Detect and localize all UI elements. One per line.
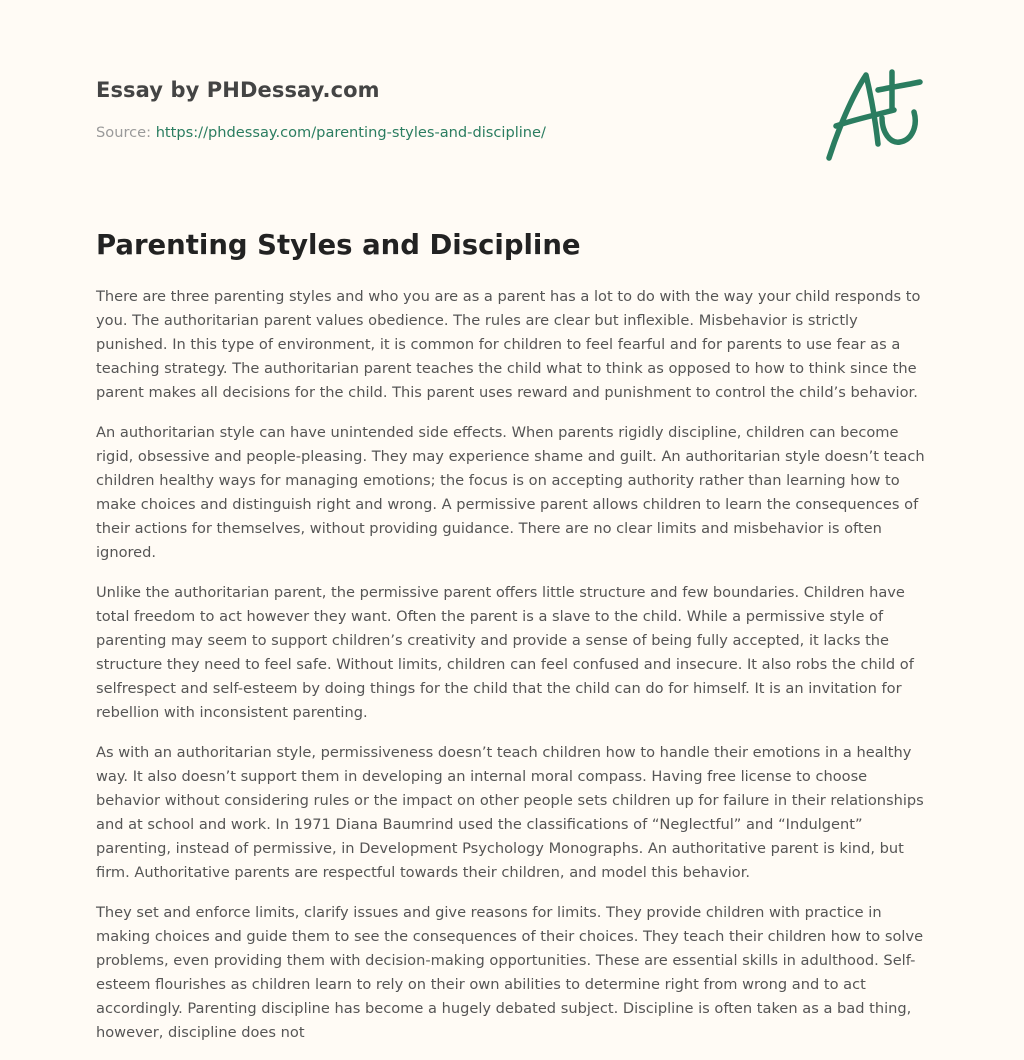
essay-header (96, 72, 928, 144)
essay-article (96, 222, 930, 1045)
site-brand: Essay by PHDessay.com (96, 78, 380, 102)
source-link[interactable]: https://phdessay.com/parenting-styles-and-discipline/ (155, 124, 546, 141)
essay-paragraph: There are three parenting styles and who you are as a parent has a lot to do with the way your child responds to you. The authoritarian parent values obedience. The rules are clear but inflexible. Misbehavior is strictly punished. In this type of environment, it is common for children to feel fearful and for parents to use fear as a teaching strategy. The authoritarian parent teaches the child what to think as opposed to how to think since the parent makes all decisions for the child. This parent uses reward and punishment to control the child’s behavior. (96, 288, 921, 401)
essay-paragraph: Unlike the authoritarian parent, the permissive parent offers little structure and few boundaries. Children have total freedom to act however they want. Often the parent is a slave to the child. While a permissive style of parenting may seem to support children’s creativity and provide a sense of being fully accepted, it lacks the structure they need to feel safe. Without limits, children can feel confused and insecure. It also robs the child of selfrespect and self-esteem by doing things for the child that the child can do for himself. It is an invitation for rebellion with inconsistent parenting. (96, 584, 914, 721)
source-line (96, 122, 928, 144)
essay-paragraph: As with an authoritarian style, permissiveness doesn’t teach children how to handle their emotions in a healthy way. It also doesn’t support them in developing an internal moral compass. Having free license to choose behavior without considering rules or the impact on other people sets children up for failure in their relationships and at school and work. In 1971 Diana Baumrind used the classifications of “Neglectful” and “Indulgent” parenting, instead of permissive, in Development Psychology Monographs. An authoritative parent is kind, but firm. Authoritative parents are respectful towards their children, and model this behavior. (96, 744, 924, 881)
essay-title: Parenting Styles and Discipline (96, 229, 581, 261)
essay-paragraph: An authoritarian style can have unintended side effects. When parents rigidly discipline, children can become rigid, obsessive and people-pleasing. They may experience shame and guilt. An authoritarian style doesn’t teach children healthy ways for managing emotions; the focus is on accepting authority rather than learning how to make choices and distinguish right and wrong. A permissive parent allows children to learn the consequences of their actions for themselves, without providing guidance. There are no clear limits and misbehavior is often ignored. (96, 424, 925, 561)
source-label: Source: (96, 124, 152, 141)
essay-paragraph: They set and enforce limits, clarify issues and give reasons for limits. They provide children with practice in making choices and guide them to see the consequences of their choices. They teach their children how to solve problems, even providing them with decision-making opportunities. These are essential skills in adulthood. Self-esteem flourishes as children learn to rely on their own abilities to determine right from wrong and to act accordingly. Parenting discipline has become a hugely debated subject. Discipline is often taken as a bad thing, however, discipline does not (96, 904, 924, 1041)
a-plus-grade-icon (818, 64, 930, 168)
